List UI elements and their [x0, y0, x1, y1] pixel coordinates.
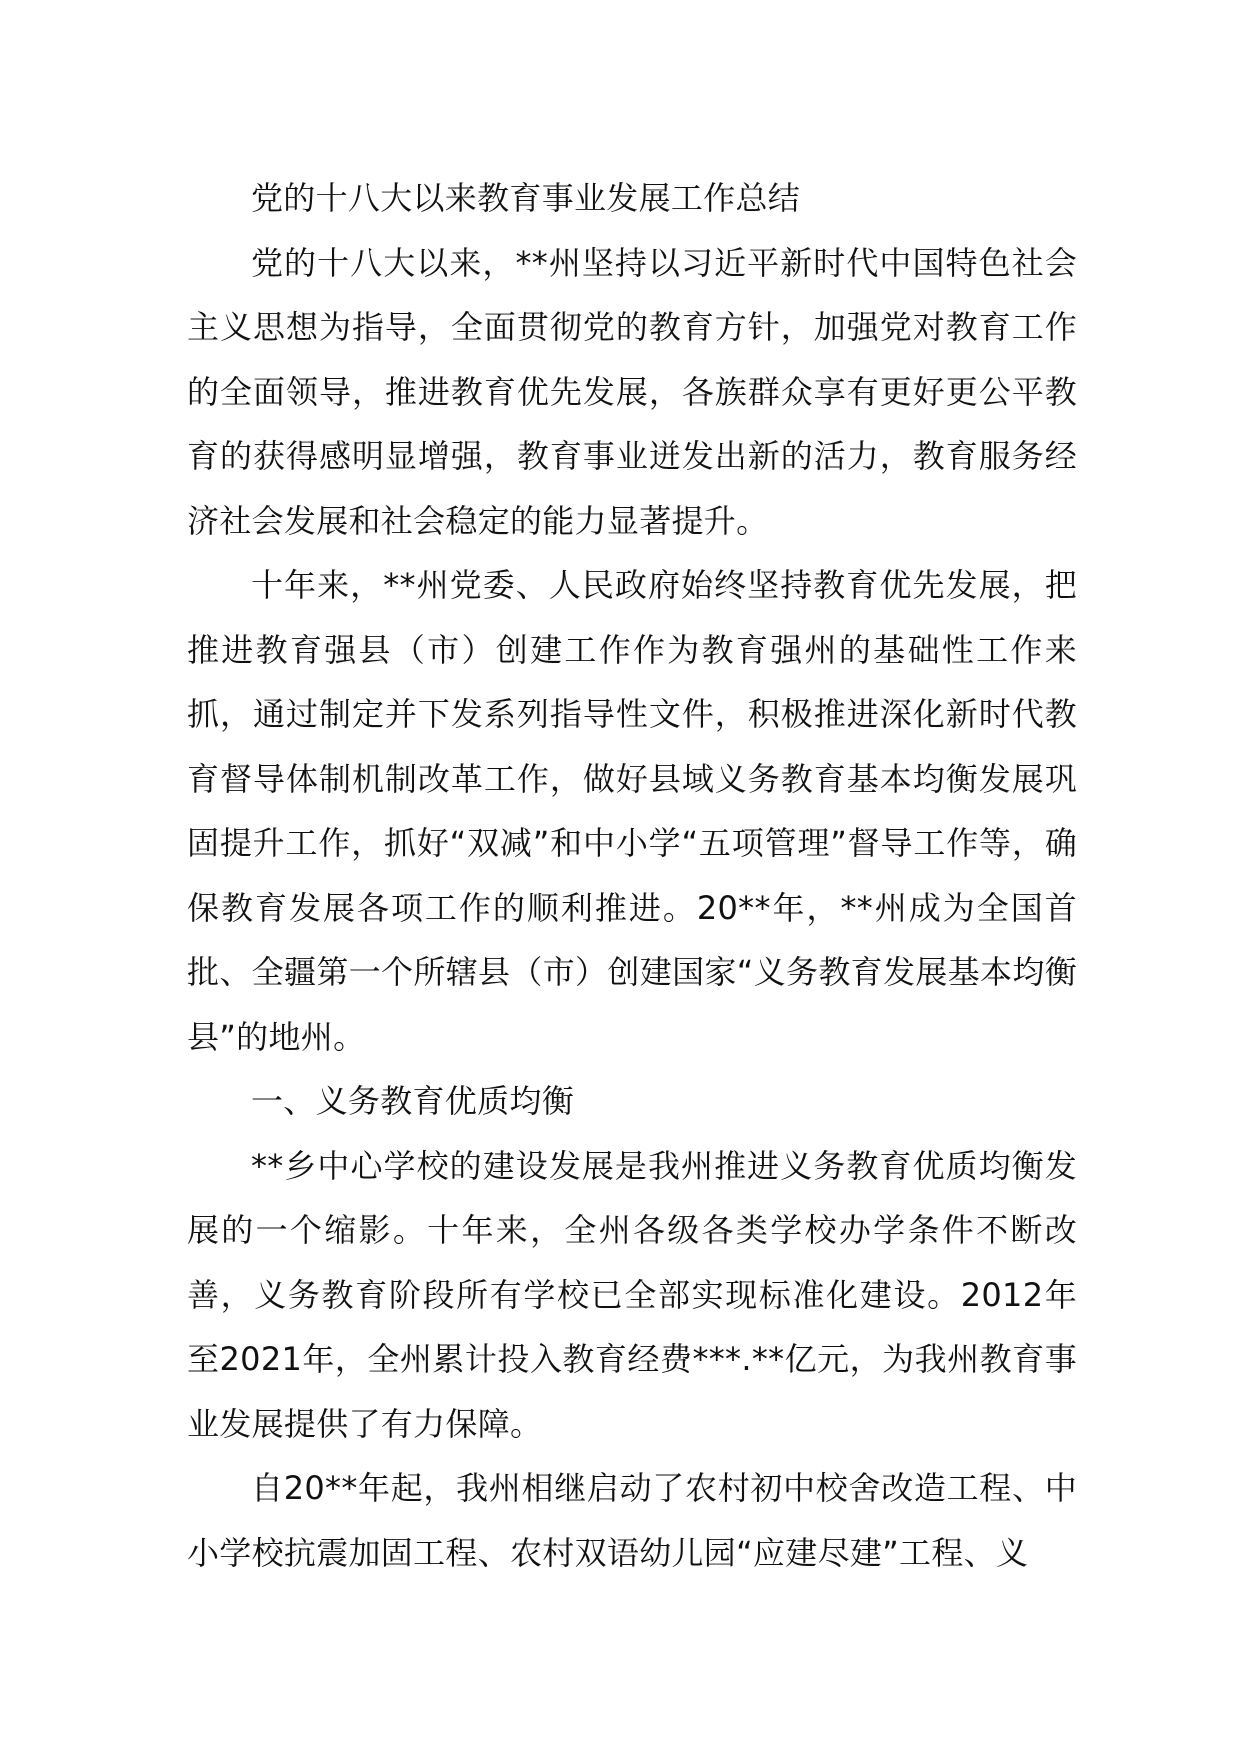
body-paragraph: 自20**年起，我州相继启动了农村初中校舍改造工程、中小学校抗震加固工程、农村双语幼儿园“应建尽建”工程、义 — [187, 1469, 1077, 1572]
body-paragraph: 党的十八大以来，**州坚持以习近平新时代中国特色社会主义思想为指导，全面贯彻党的教育方针，加强党对教育工作的全面领导，推进教育优先发展，各族群众享有更好更公平教育的获得感明显增强，教育事业迸发出新的活力，教育服务经济社会发展和社会稳定的能力显著提升。 — [187, 243, 1077, 540]
section-heading: 一、义务教育优质均衡 — [251, 1082, 575, 1120]
body-paragraph: 十年来，**州党委、人民政府始终坚持教育优先发展，把推进教育强县（市）创建工作作为教育强州的基础性工作来抓，通过制定并下发系列指导性文件，积极推进深化新时代教育督导体制机制改革工作，做好县域义务教育基本均衡发展巩固提升工作，抓好“双减”和中小学“五项管理”督导工作等，确保教育发展各项工作的顺利推进。20**年，**州成为全国首批、全疆第一个所辖县（市）创建国家“义务教育发展基本均衡县”的地州。 — [187, 566, 1077, 1056]
document-body — [187, 166, 1077, 1585]
document-title: 党的十八大以来教育事业发展工作总结 — [251, 179, 801, 217]
body-paragraph: **乡中心学校的建设发展是我州推进义务教育优质均衡发展的一个缩影。十年来，全州各级各类学校办学条件不断改善，义务教育阶段所有学校已全部实现标准化建设。2012年至2021年，全州累计投入教育经费***.**亿元，为我州教育事业发展提供了有力保障。 — [187, 1146, 1077, 1443]
